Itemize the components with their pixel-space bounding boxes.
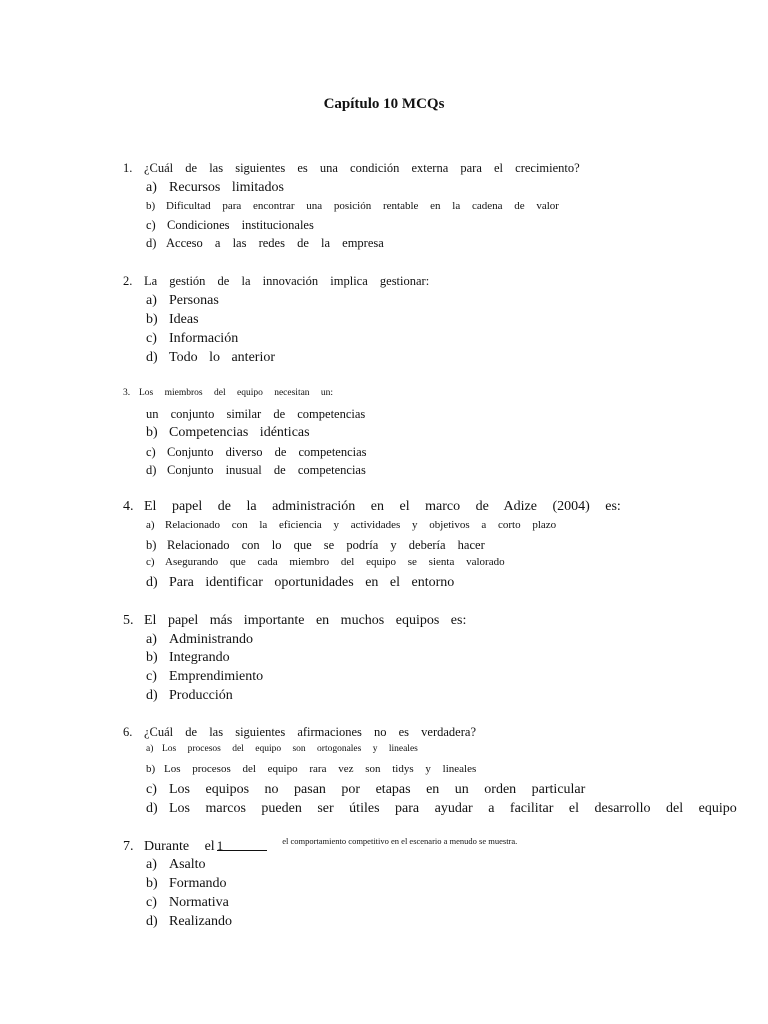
option-3a: un conjunto similar de competencias	[146, 407, 366, 421]
option-4a: a) Relacionado con la eficiencia y actividades y objetivos a corto plazo	[146, 519, 557, 531]
option-3d: d) Conjunto inusual de competencias	[146, 463, 366, 477]
option-1a: a) Recursos limitados	[146, 180, 284, 195]
option-2a: a) Personas	[146, 293, 219, 308]
option-7b: b) Formando	[146, 876, 227, 891]
option-4d: d) Para identificar oportunidades en el entorno	[146, 575, 455, 590]
question-text: ¿Cuál de las siguientes es una condición externa para el crecimiento?	[144, 161, 580, 175]
question-2: 2. La gestión de la innovación implica gestionar:	[123, 274, 430, 288]
option-7d: d) Realizando	[146, 914, 232, 929]
option-5b: b) Integrando	[146, 650, 230, 665]
question-7: 7. Durante el 1 $^{el comportamiento competitivo en el escenario a menudo se muestra.}$	[123, 836, 518, 854]
option-7c: c) Normativa	[146, 895, 229, 910]
option-4b: b) Relacionado con lo que se podría y debería hacer	[146, 538, 485, 552]
option-2b: b) Ideas	[146, 312, 199, 327]
question-3: 3. Los miembros del equipo necesitan un:	[123, 388, 334, 398]
option-1b: b) Dificultad para encontrar una posición rentable en la cadena de valor	[146, 200, 559, 212]
option-5c: c) Emprendimiento	[146, 669, 264, 684]
option-3c: c) Conjunto diverso de competencias	[146, 445, 367, 459]
option-6c: c) Los equipos no pasan por etapas en un orden particular	[146, 782, 586, 797]
option-1d: d) Acceso a las redes de la empresa	[146, 236, 384, 250]
option-6d: d) Los marcos pueden ser útiles para ayudar a facilitar el desarrollo del equipo	[146, 801, 737, 816]
option-1c: c) Condiciones institucionales	[146, 218, 314, 232]
option-7a: a) Asalto	[146, 857, 206, 872]
option-2d: d) Todo lo anterior	[146, 350, 275, 365]
answer-blank: 1	[217, 839, 267, 851]
option-6b: b) Los procesos del equipo rara vez son tidys y lineales	[146, 763, 477, 775]
option-5d: d) Producción	[146, 688, 233, 703]
page-title: Capítulo 10 MCQs	[323, 96, 445, 112]
question-number: 1.	[123, 161, 133, 175]
question-6: 6. ¿Cuál de las siguientes afirmaciones no es verdadera?	[123, 725, 476, 739]
option-3b: b) Competencias idénticas	[146, 425, 310, 440]
option-2c: c) Información	[146, 331, 239, 346]
option-5a: a) Administrando	[146, 632, 253, 647]
option-4c: c) Asegurando que cada miembro del equipo se sienta valorado	[146, 556, 505, 568]
question-5: 5. El papel más importante en muchos equipos es:	[123, 613, 467, 628]
question-4: 4. El papel de la administración en el marco de Adize (2004) es:	[123, 499, 621, 514]
option-6a: a) Los procesos del equipo son ortogonales y lineales	[146, 744, 418, 754]
question-1	[123, 162, 580, 175]
